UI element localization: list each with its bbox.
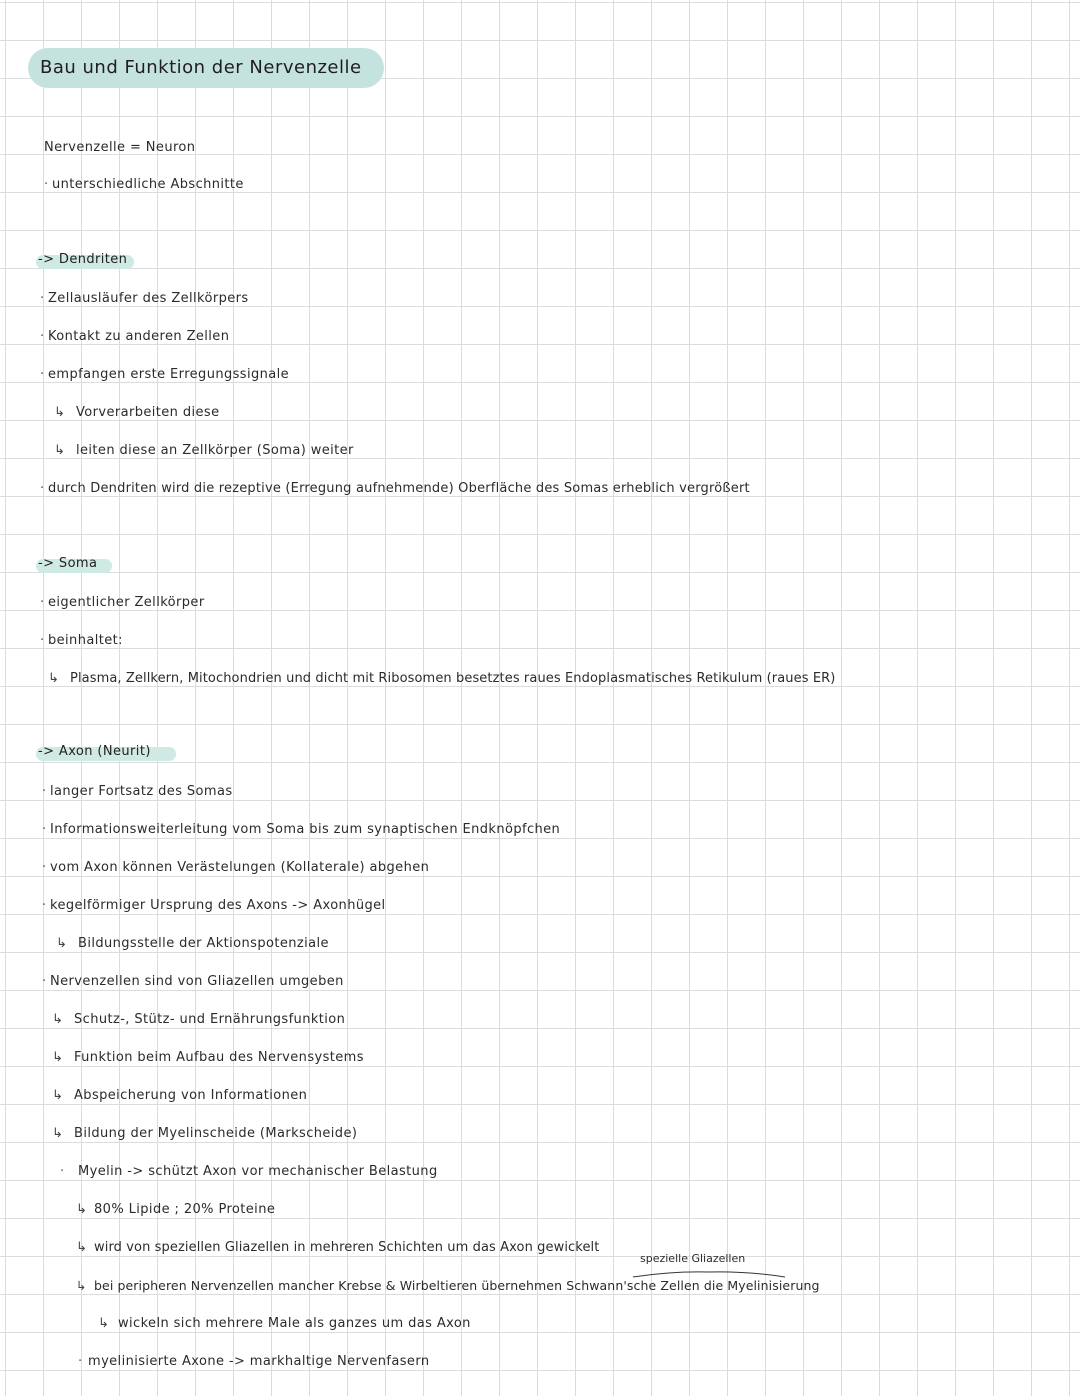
axon-myelinated-line: · myelinisierte Axone -> markhaltige Nervenfasern — [78, 1354, 430, 1369]
definition-line: Nervenzelle = Neuron — [44, 140, 196, 155]
axon-subline-2: ↳ Schutz-, Stütz- und Ernährungsfunktion — [52, 1012, 346, 1027]
sections-note-line: · unterschiedliche Abschnitte — [44, 177, 244, 192]
dendriten-heading: -> Dendriten — [38, 252, 128, 267]
dendriten-line-3: · empfangen erste Erregungssignale — [40, 367, 290, 382]
axon-schwann-subline: ↳ wickeln sich mehrere Male als ganzes um das Axon — [98, 1316, 471, 1331]
dendriten-line-4: · durch Dendriten wird die rezeptive (Erregung aufnehmende) Oberfläche des Somas erheblich vergrößert — [40, 481, 750, 496]
axon-myelin-wrapping: ↳ wird von speziellen Gliazellen in mehreren Schichten um das Axon gewickelt — [76, 1240, 600, 1255]
page-title: Bau und Funktion der Nervenzelle — [40, 57, 362, 78]
soma-subline-1: ↳ Plasma, Zellkern, Mitochondrien und dicht mit Ribosomen besetztes raues Endoplasmatisches Retikulum (raues ER) — [48, 671, 836, 686]
dendriten-line-2: · Kontakt zu anderen Zellen — [40, 329, 230, 344]
axon-myelin-composition: ↳ 80% Lipide ; 20% Proteine — [76, 1202, 276, 1217]
axon-myelin-line: · Myelin -> schützt Axon vor mechanischer Belastung — [60, 1164, 438, 1179]
axon-subline-3: ↳ Funktion beim Aufbau des Nervensystems — [52, 1050, 364, 1065]
dendriten-subline-1: ↳ Vorverarbeiten diese — [54, 405, 220, 420]
axon-line-5: · Nervenzellen sind von Gliazellen umgeben — [42, 974, 344, 989]
dendriten-line-1: · Zellausläufer des Zellkörpers — [40, 291, 249, 306]
schwann-annotation: spezielle Gliazellen — [640, 1252, 746, 1265]
axon-schwann-line: ↳ bei peripheren Nervenzellen mancher Krebse & Wirbeltieren übernehmen Schwann'sche Zellen die Myelinisierung — [76, 1278, 820, 1293]
soma-heading: -> Soma — [38, 556, 98, 571]
axon-line-1: · langer Fortsatz des Somas — [42, 784, 233, 799]
axon-line-2: · Informationsweiterleitung vom Soma bis zum synaptischen Endknöpfchen — [42, 822, 561, 837]
axon-subline-4: ↳ Abspeicherung von Informationen — [52, 1088, 308, 1103]
soma-line-1: · eigentlicher Zellkörper — [40, 595, 205, 610]
axon-line-3: · vom Axon können Verästelungen (Kollaterale) abgehen — [42, 860, 430, 875]
axon-subline-1: ↳ Bildungsstelle der Aktionspotenziale — [56, 936, 329, 951]
axon-subline-5: ↳ Bildung der Myelinscheide (Markscheide) — [52, 1126, 358, 1141]
axon-line-4: · kegelförmiger Ursprung des Axons -> Axonhügel — [42, 898, 386, 913]
dendriten-subline-2: ↳ leiten diese an Zellkörper (Soma) weiter — [54, 443, 354, 458]
axon-heading: -> Axon (Neurit) — [38, 744, 151, 759]
soma-line-2: · beinhaltet: — [40, 633, 123, 648]
